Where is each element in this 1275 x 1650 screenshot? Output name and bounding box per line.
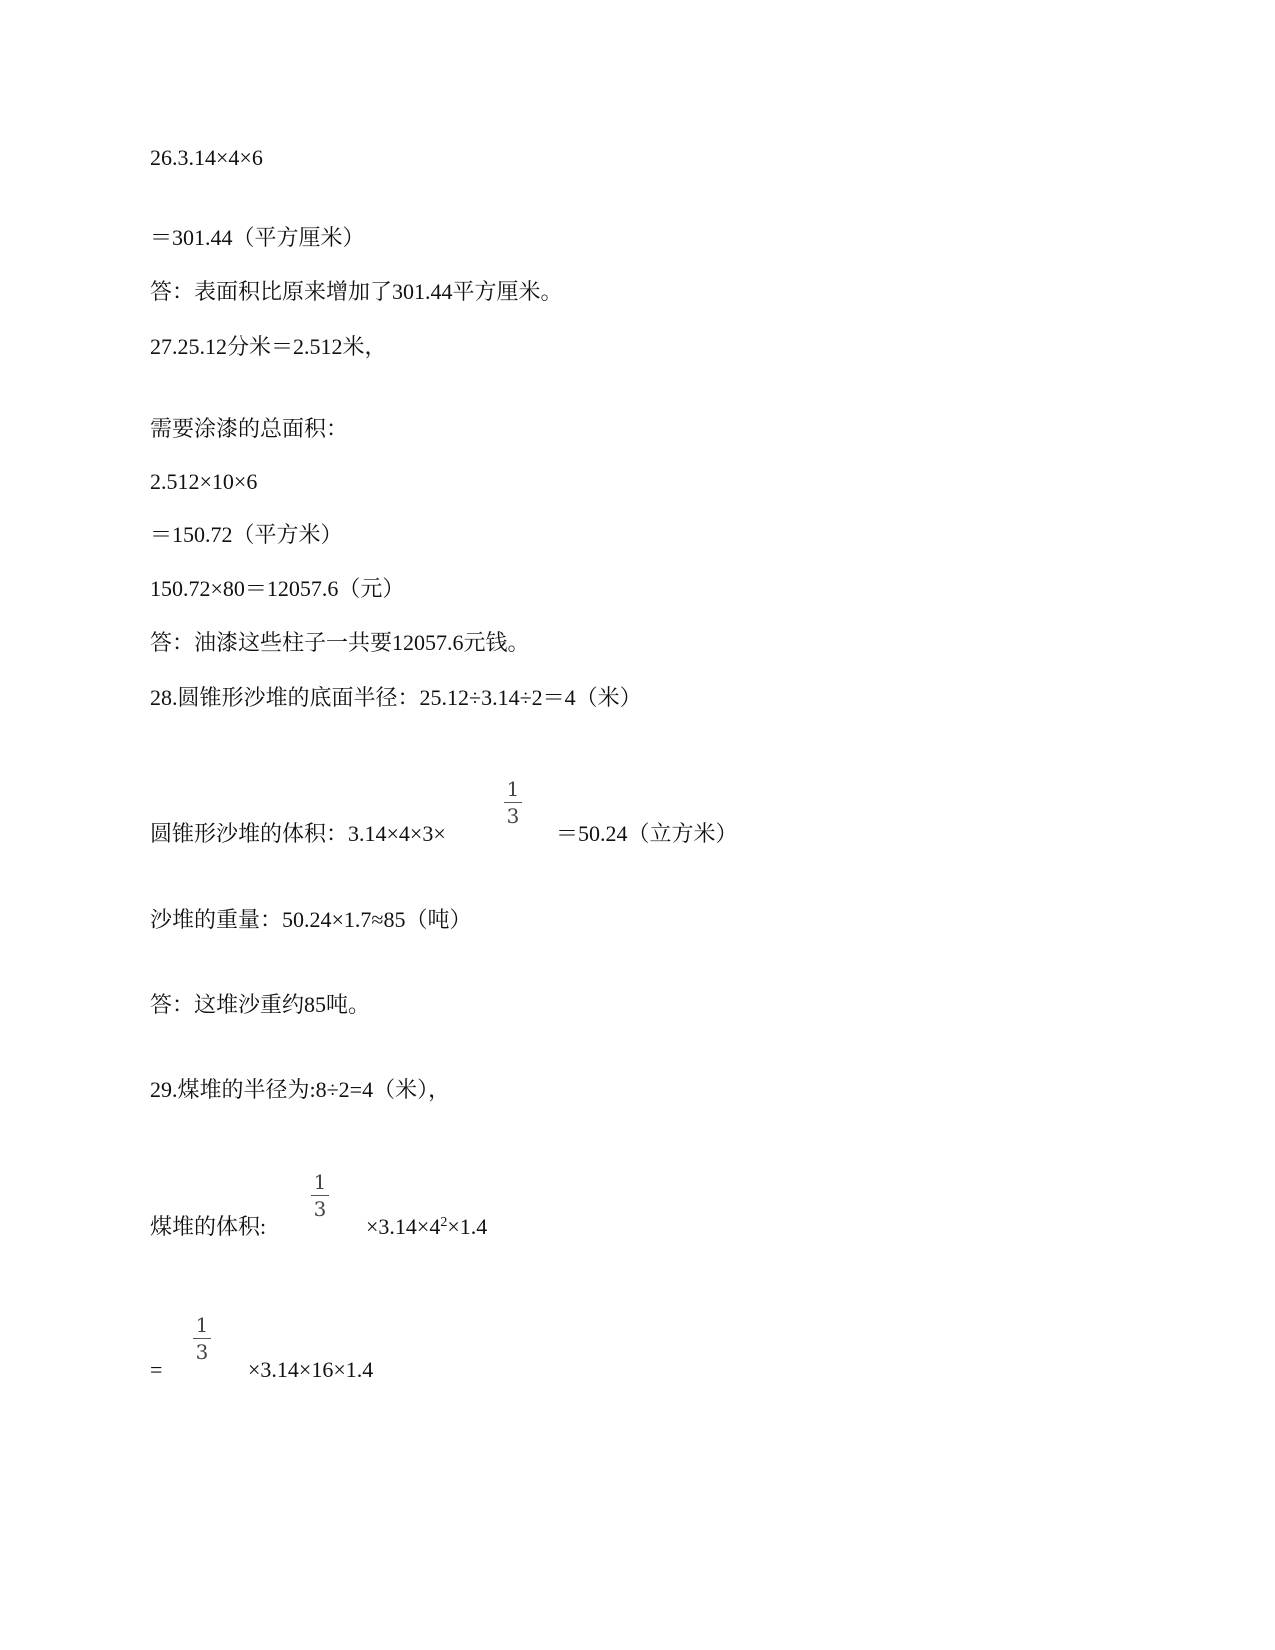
solution-29-volume-step: ×3.14×16×1.4	[248, 1357, 374, 1382]
fraction-denominator: 3	[506, 804, 520, 828]
fraction-denominator: 3	[195, 1340, 209, 1364]
fraction-denominator: 3	[313, 1197, 327, 1221]
fraction-bar	[311, 1195, 329, 1196]
expression-part: ×1.4	[447, 1214, 488, 1239]
solution-28-volume-label: 圆锥形沙堆的体积：3.14×4×3×	[150, 821, 446, 846]
solution-27-area-result: ＝150.72（平方米）	[150, 522, 343, 547]
solution-26-answer: 答：表面积比原来增加了301.44平方厘米。	[150, 279, 563, 304]
exponent: 2	[440, 1215, 448, 1230]
solution-29-radius: 29.煤堆的半径为:8÷2=4（米），	[150, 1077, 451, 1102]
expression-part: ×3.14×4	[366, 1214, 441, 1239]
fraction-numerator: 1	[195, 1313, 209, 1337]
solution-27-cost: 150.72×80＝12057.6（元）	[150, 576, 405, 601]
solution-28-volume-result: ＝50.24（立方米）	[556, 821, 738, 846]
solution-28-radius: 28.圆锥形沙堆的底面半径：25.12÷3.14÷2＝4（米）	[150, 685, 642, 710]
fraction-one-third	[190, 1313, 214, 1364]
solution-27-answer: 答：油漆这些柱子一共要12057.6元钱。	[150, 630, 530, 655]
solution-27-conversion: 27.25.12分米＝2.512米，	[150, 334, 387, 359]
solution-27-area-expression: 2.512×10×6	[150, 469, 258, 494]
solution-29-equals-sign: =	[150, 1357, 163, 1382]
solution-29-volume-expression	[366, 1213, 487, 1241]
solution-26-expression: 26.3.14×4×6	[150, 145, 263, 170]
solution-26-result: ＝301.44（平方厘米）	[150, 225, 365, 250]
fraction-numerator: 1	[506, 777, 520, 801]
fraction-one-third	[501, 777, 525, 828]
fraction-numerator: 1	[313, 1170, 327, 1194]
solution-28-answer: 答：这堆沙重约85吨。	[150, 992, 371, 1017]
fraction-bar	[504, 802, 522, 803]
fraction-one-third	[308, 1170, 332, 1221]
solution-27-area-label: 需要涂漆的总面积：	[150, 416, 349, 441]
fraction-bar	[193, 1338, 211, 1339]
solution-29-volume-label: 煤堆的体积:	[150, 1214, 267, 1239]
solution-28-weight: 沙堆的重量：50.24×1.7≈85（吨）	[150, 907, 472, 932]
